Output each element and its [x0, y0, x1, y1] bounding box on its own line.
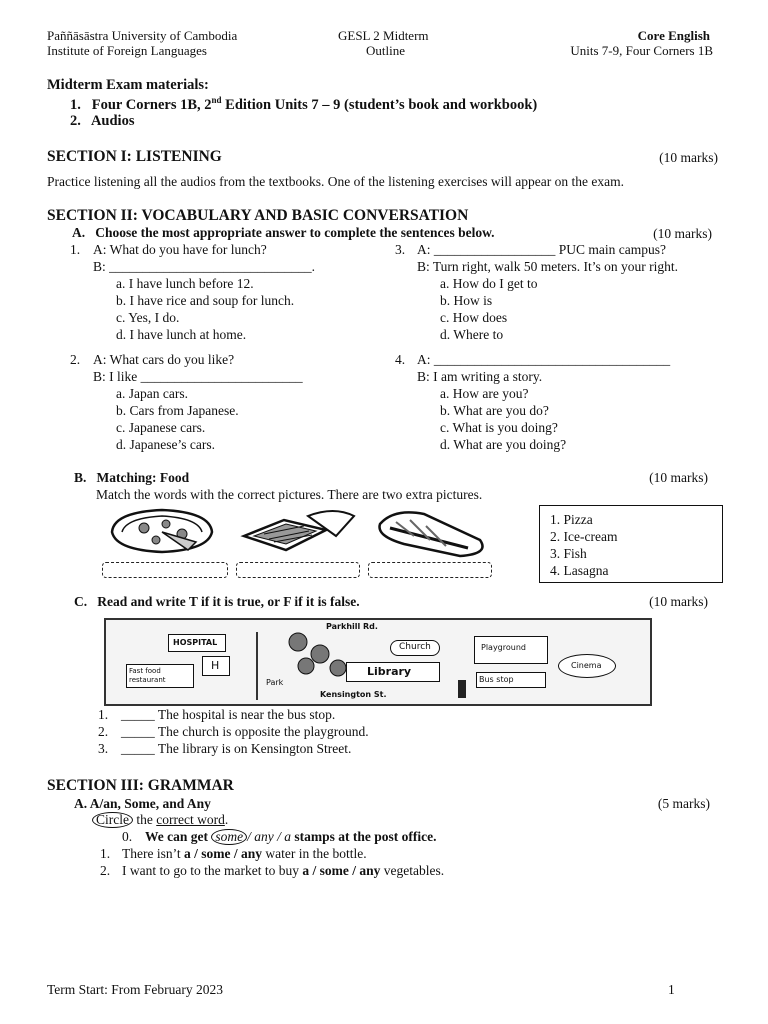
grammar-q2-post: vegetables.	[380, 863, 445, 878]
grammar-q2-options[interactable]: a / some / any	[302, 863, 381, 878]
grammar-q1-options[interactable]: a / some / any	[183, 846, 262, 861]
partC-heading	[74, 594, 360, 610]
lasagna-picture	[244, 511, 354, 550]
example-options: / any / a	[247, 829, 291, 844]
map-hospital-label: HOSPITAL	[173, 638, 218, 647]
tf-item-3: _____ The library is on Kensington Street.	[121, 741, 352, 756]
map-road-bottom: Kensington St.	[320, 690, 387, 699]
q3-option-c: c. How does	[440, 310, 508, 325]
food-word-4: 4. Lasagna	[550, 563, 609, 578]
q4-option-c: c. What is you doing?	[440, 420, 558, 435]
tf-item-1: _____ The hospital is near the bus stop.	[121, 707, 336, 722]
q3-question: A: __________________ PUC main campus?	[417, 242, 666, 257]
header-university: Paññāsāstra University of Cambodia	[47, 28, 238, 43]
sandwich-picture	[380, 512, 483, 556]
partB-title: Matching: Food	[96, 470, 190, 485]
q2-option-c: c. Japanese cars.	[116, 420, 206, 435]
q2-option-a: a. Japan cars.	[116, 386, 188, 401]
header-institute: Institute of Foreign Languages	[47, 43, 207, 58]
food-word-box	[539, 505, 723, 583]
q2-option-d: d. Japanese’s cars.	[116, 437, 215, 452]
map-fast-food	[126, 664, 194, 688]
instruction-underline: correct word	[156, 812, 225, 827]
header-doc-type: Outline	[366, 43, 405, 58]
q3-answer-line: B: Turn right, walk 50 meters. It’s on your right.	[417, 259, 678, 274]
q2-option-b: b. Cars from Japanese.	[116, 403, 239, 418]
map-road-top: Parkhill Rd.	[326, 622, 378, 631]
grammar-q1	[122, 846, 367, 862]
section1-marks: (10 marks)	[659, 150, 718, 165]
partB-instruction: Match the words with the correct pictures. There are two extra pictures.	[96, 487, 483, 502]
materials-item-1	[70, 95, 537, 114]
footer-page-number: 1	[668, 982, 675, 997]
header-course: GESL 2 Midterm	[338, 28, 429, 43]
q4-answer-line: B: I am writing a story.	[417, 369, 543, 384]
instruction-end: .	[224, 812, 229, 827]
q1-option-d: d. I have lunch at home.	[116, 327, 247, 342]
example-circled-some: some	[211, 829, 247, 845]
example-sentence	[145, 829, 436, 845]
pizza-picture	[112, 510, 212, 552]
q1-num: 1.	[70, 242, 81, 257]
instruction-circle-word: Circle	[92, 812, 133, 828]
q1-question: A: What do you have for lunch?	[93, 242, 267, 257]
map-hospital-building	[202, 656, 230, 676]
map-park: Park	[266, 678, 284, 687]
section1-text: Practice listening all the audios from the textbooks. One of the listening exercises will appear on the exam.	[47, 174, 624, 189]
example-pre: We can get	[145, 829, 212, 844]
q2-answer-line: B: I like ________________________	[93, 369, 303, 384]
map-library-label: Library	[367, 665, 412, 678]
partC-marks: (10 marks)	[649, 594, 708, 609]
q3-option-a: a. How do I get to	[440, 276, 538, 291]
map-bus-stop-label: Bus stop	[479, 675, 514, 684]
example-num: 0.	[122, 829, 133, 844]
partC-title: Read and write T if it is true, or F if it is false.	[97, 594, 360, 609]
tf-item-1-num: 1.	[98, 707, 109, 722]
grammar-q2-pre: I want to go to the market to buy	[122, 863, 303, 878]
q1-answer-line: B: ______________________________.	[93, 259, 316, 274]
food-pictures	[104, 506, 544, 562]
food-word-3: 3. Fish	[550, 546, 587, 561]
materials-item-2	[70, 113, 134, 130]
materials-item-1-pre: Four Corners 1B, 2	[91, 96, 212, 113]
food-word-2: 2. Ice-cream	[550, 529, 618, 544]
example-post: stamps at the post office.	[291, 829, 437, 844]
q3-num: 3.	[395, 242, 406, 257]
section3-title: SECTION III: GRAMMAR	[47, 777, 234, 794]
q1-option-b: b. I have rice and soup for lunch.	[116, 293, 295, 308]
map-church-label: Church	[399, 642, 431, 652]
map-fast-food-label: Fast food restaurant	[129, 667, 166, 684]
grammar-q1-num: 1.	[100, 846, 111, 861]
section2-title: SECTION II: VOCABULARY AND BASIC CONVERSATION	[47, 207, 469, 224]
partB-heading	[74, 470, 189, 486]
materials-item-2-num: 2.	[70, 113, 81, 129]
section3-partA-marks: (5 marks)	[657, 796, 710, 811]
grammar-q1-post: water in the bottle.	[262, 846, 367, 861]
map-cinema-label: Cinema	[571, 661, 602, 670]
section2-partA-label: A.	[72, 225, 86, 240]
section3-instruction	[92, 812, 228, 828]
q2-question: A: What cars do you like?	[93, 352, 235, 367]
town-map	[104, 618, 652, 706]
materials-item-1-num: 1.	[70, 96, 81, 113]
map-playground	[474, 636, 548, 664]
tf-item-2-num: 2.	[98, 724, 109, 739]
q4-option-a: a. How are you?	[440, 386, 529, 401]
map-cinema	[558, 654, 616, 678]
q3-option-d: d. Where to	[440, 327, 504, 342]
q1-option-c: c. Yes, I do.	[116, 310, 180, 325]
header-subject: Core English	[637, 28, 710, 43]
q4-option-d: d. What are you doing?	[440, 437, 567, 452]
materials-item-1-sup: nd	[211, 95, 222, 105]
header-units: Units 7-9, Four Corners 1B	[570, 43, 713, 58]
section2-partA-marks: (10 marks)	[653, 226, 712, 241]
map-church	[390, 640, 440, 656]
section2-partA-heading	[72, 225, 494, 241]
grammar-q1-pre: There isn’t	[122, 846, 184, 861]
partC-label: C.	[74, 594, 88, 609]
grammar-q2-num: 2.	[100, 863, 111, 878]
map-hospital-sign	[168, 634, 226, 652]
q4-num: 4.	[395, 352, 406, 367]
q1-option-a: a. I have lunch before 12.	[116, 276, 254, 291]
tf-item-3-num: 3.	[98, 741, 109, 756]
q4-question: A: ___________________________________	[417, 352, 671, 367]
materials-title: Midterm Exam materials:	[47, 77, 209, 93]
q3-option-b: b. How is	[440, 293, 493, 308]
partB-marks: (10 marks)	[649, 470, 708, 485]
section1-title: SECTION I: LISTENING	[47, 148, 222, 165]
section3-partA-title: A. A/an, Some, and Any	[74, 796, 211, 811]
answer-box-3[interactable]	[368, 562, 492, 578]
food-word-1: 1. Pizza	[550, 512, 593, 527]
partB-label: B.	[74, 470, 87, 485]
grammar-q2	[122, 863, 444, 879]
section2-partA-title: Choose the most appropriate answer to complete the sentences below.	[95, 225, 495, 240]
tf-item-2: _____ The church is opposite the playground.	[121, 724, 369, 739]
map-hospital-letter: H	[211, 659, 220, 672]
q2-num: 2.	[70, 352, 81, 367]
q4-option-b: b. What are you do?	[440, 403, 549, 418]
map-playground-label: Playground	[481, 643, 526, 652]
instruction-rest: the	[133, 812, 157, 827]
answer-box-2[interactable]	[236, 562, 360, 578]
answer-box-1[interactable]	[102, 562, 228, 578]
footer-term-start: Term Start: From February 2023	[47, 982, 224, 997]
materials-item-2-text: Audios	[90, 113, 135, 129]
materials-item-1-post: Edition Units 7 – 9 (student’s book and workbook)	[221, 96, 538, 113]
map-library	[346, 662, 440, 682]
map-bus-stop	[476, 672, 546, 688]
